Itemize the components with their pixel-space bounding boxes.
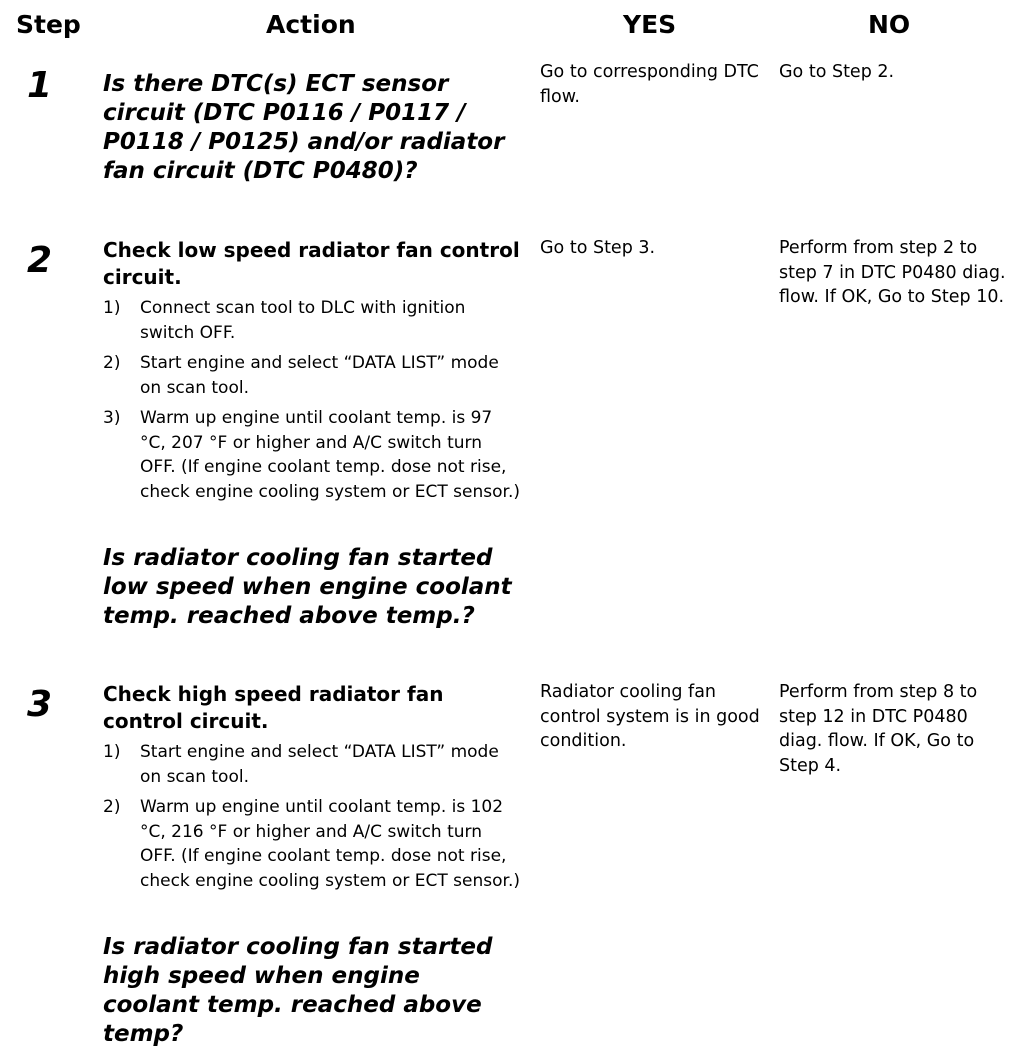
step-3-title: Check high speed radiator fan control circuit.: [103, 682, 444, 733]
step-2-substeps: [103, 296, 523, 510]
step-1-number: 1: [27, 65, 53, 106]
substep-text: Start engine and select “DATA LIST” mode on scan tool.: [140, 353, 499, 398]
step-2-no: Perform from step 2 to step 7 in DTC P0480 diag. flow. If OK, Go to Step 10.: [779, 238, 1006, 307]
step-3-substeps: [103, 740, 523, 899]
step-3-substep: [103, 795, 523, 893]
substep-text: Warm up engine until coolant temp. is 102 °C, 216 °F or higher and A/C switch turn OFF. (If engine coolant temp. dose not rise, check engine cooling system or ECT sensor.): [140, 797, 520, 891]
step-3-question: Is radiator cooling fan started high speed when engine coolant temp. reached above temp?: [103, 934, 493, 1047]
substep-number: 3): [103, 408, 121, 428]
step-3-number: 3: [27, 684, 53, 725]
step-3-substep: [103, 740, 523, 789]
step-1-question: Is there DTC(s) ECT sensor circuit (DTC P0116 / P0117 / P0118 / P0125) and/or radiator fan circuit (DTC P0480)?: [103, 71, 505, 184]
step-1-no: Go to Step 2.: [779, 62, 895, 82]
step-2-substep: [103, 351, 523, 400]
step-2-yes: Go to Step 3.: [540, 238, 656, 258]
header-action: Action: [266, 10, 356, 39]
header-yes: YES: [623, 10, 677, 39]
substep-number: 2): [103, 353, 121, 373]
step-2-title: Check low speed radiator fan control circuit.: [103, 238, 520, 289]
step-2-number: 2: [27, 240, 53, 281]
step-1-yes: Go to corresponding DTC flow.: [540, 62, 759, 107]
substep-text: Connect scan tool to DLC with ignition switch OFF.: [140, 298, 466, 343]
step-3-yes: Radiator cooling fan control system is in good condition.: [540, 682, 760, 751]
header-no: NO: [868, 10, 911, 39]
substep-text: Start engine and select “DATA LIST” mode on scan tool.: [140, 742, 499, 787]
step-2-question: Is radiator cooling fan started low speed when engine coolant temp. reached above temp.?: [103, 545, 512, 629]
substep-text: Warm up engine until coolant temp. is 97 °C, 207 °F or higher and A/C switch turn OFF. (If engine coolant temp. dose not rise, check engine cooling system or ECT sensor.): [140, 408, 520, 502]
substep-number: 1): [103, 742, 121, 762]
substep-number: 1): [103, 298, 121, 318]
step-2-substep: [103, 406, 523, 504]
substep-number: 2): [103, 797, 121, 817]
step-3-no: Perform from step 8 to step 12 in DTC P0480 diag. flow. If OK, Go to Step 4.: [779, 682, 978, 776]
step-2-substep: [103, 296, 523, 345]
header-step: Step: [16, 10, 81, 39]
